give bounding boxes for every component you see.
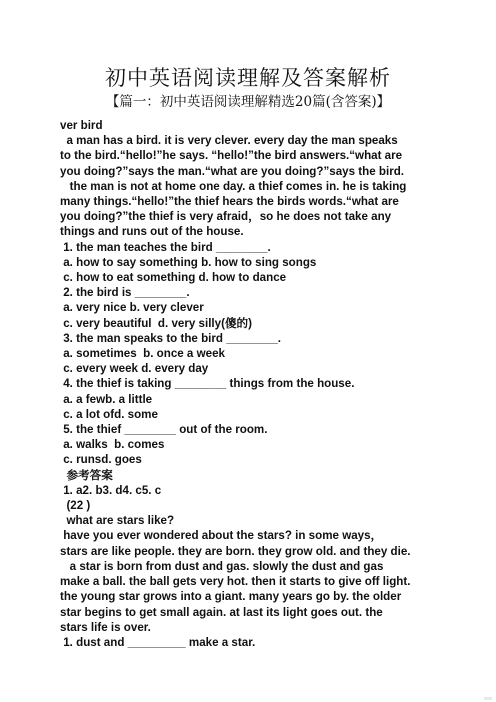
text-line: a star is born from dust and gas. slowly the dust and gas: [60, 559, 384, 573]
text-line: make a ball. the ball gets very hot. then it starts to give off light.: [60, 575, 411, 589]
text-line: 1. dust and _________ make a star.: [60, 635, 256, 649]
text-line: you doing?”says the man.“what are you doing?”says the bird.: [60, 164, 405, 178]
text-line: things and runs out of the house.: [60, 225, 244, 239]
text-line: ver bird: [60, 119, 103, 132]
page-corner-mark: [484, 697, 492, 700]
text-line: (22 ): [60, 499, 91, 513]
text-line: a. a fewb. a little: [60, 392, 153, 406]
text-line: 2. the bird is ________.: [60, 286, 190, 300]
text-line: have you ever wondered about the stars? in some ways，: [60, 529, 383, 543]
document-title: 初中英语阅读理解及答案解析: [105, 66, 391, 90]
text-line: c. a lot ofd. some: [60, 407, 158, 421]
text-line: a. sometimes b. once a week: [60, 347, 225, 361]
text-line: 1. a2. b3. d4. c5. c: [60, 483, 162, 497]
text-line: a. walks b. comes: [60, 438, 165, 452]
text-line: stars life is over.: [60, 620, 151, 634]
text-line: 参考答案: [60, 468, 113, 482]
text-line: a. very nice b. very clever: [60, 301, 204, 315]
text-line: to the bird.“hello!”he says. “hello!”the bird answers.“what are: [60, 149, 403, 163]
document-subtitle: 【篇一：初中英语阅读理解精选20篇(含答案)】: [105, 94, 391, 110]
text-line: star begins to get small again. at last its light goes out. the: [60, 605, 383, 619]
text-line: stars are like people. they are born. they grow old. and they die.: [60, 544, 411, 558]
text-line: what are stars like?: [60, 514, 175, 528]
text-line: a man has a bird. it is very clever. every day the man speaks: [60, 134, 398, 148]
text-line: 5. the thief ________ out of the room.: [60, 423, 268, 437]
text-line: 1. the man teaches the bird ________.: [60, 240, 271, 254]
text-line: many things.“hello!”the thief hears the birds words.“what are: [60, 195, 399, 209]
text-line: 3. the man speaks to the bird ________.: [60, 331, 282, 345]
text-line: c. every week d. every day: [60, 362, 209, 376]
document-body: [60, 118, 440, 650]
text-line: c. runsd. goes: [60, 453, 142, 467]
text-line: the young star grows into a giant. many years go by. the older: [60, 590, 402, 604]
text-line: the man is not at home one day. a thief comes in. he is taking: [60, 179, 407, 193]
text-line: c. how to eat something d. how to dance: [60, 271, 287, 285]
text-line: a. how to say something b. how to sing songs: [60, 255, 317, 269]
text-line: you doing?”the thief is very afraid，so he does not take any: [60, 210, 392, 224]
text-line: c. very beautiful d. very silly(傻的): [60, 316, 253, 330]
text-line: 4. the thief is taking ________ things from the house.: [60, 377, 355, 391]
